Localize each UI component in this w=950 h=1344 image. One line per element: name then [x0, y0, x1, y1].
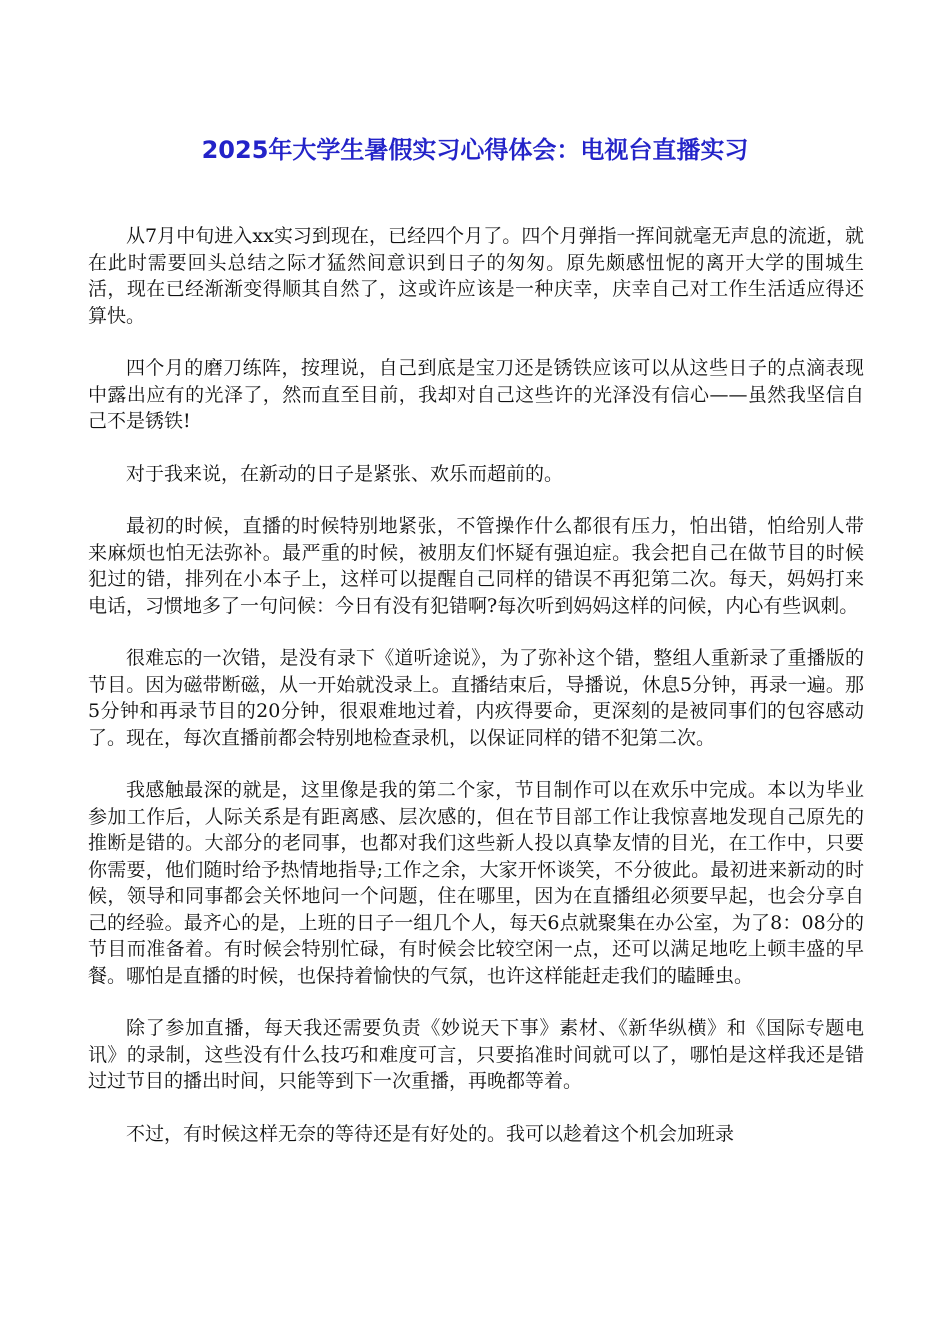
document-title: 2025年大学生暑假实习心得体会：电视台直播实习 — [201, 136, 749, 164]
paragraph: 我感触最深的就是，这里像是我的第二个家，节目制作可以在欢乐中完成。本以为毕业参加工作后，人际关系是有距离感、层次感的，但在节目部工作让我惊喜地发现自己原先的推断是错的。大部分的老同事，也都对我们这些新人投以真挚友情的目光，在工作中，只要你需要，他们随时给予热情地指导;工作之余，大家开怀谈笑，不分彼此。最初进来新动的时候，领导和同事都会关怀地问一个问题，住在哪里，因为在直播组必须要早起，也会分享自己的经验。最齐心的是，上班的日子一组几个人，每天6点就聚集在办公室，为了8：08分的节目而准备着。有时候会特别忙碌，有时候会比较空闲一点，还可以满足地吃上顿丰盛的早餐。哪怕是直播的时候，也保持着愉快的气氛，也许这样能赶走我们的瞌睡虫。 — [88, 779, 864, 987]
paragraph: 四个月的磨刀练阵，按理说，自己到底是宝刀还是锈铁应该可以从这些日子的点滴表现中露出应有的光泽了，然而直至目前，我却对自己这些许的光泽没有信心——虽然我坚信自己不是锈铁! — [88, 357, 864, 432]
paragraph: 不过，有时候这样无奈的等待还是有好处的。我可以趁着这个机会加班录 — [126, 1122, 735, 1145]
document-body — [88, 223, 864, 1173]
paragraph: 从7月中旬进入xx实习到现在，已经四个月了。四个月弹指一挥间就毫无声息的流逝，就在此时需要回头总结之际才猛然间意识到日子的匆匆。原先颇感忸怩的离开大学的围城生活，现在已经渐渐变得顺其自然了，这或许应该是一种庆幸，庆幸自己对工作生活适应得还算快。 — [88, 225, 864, 327]
paragraph: 最初的时候，直播的时候特别地紧张，不管操作什么都很有压力，怕出错，怕给别人带来麻烦也怕无法弥补。最严重的时候，被朋友们怀疑有强迫症。我会把自己在做节目的时候犯过的错，排列在小本子上，这样可以提醒自己同样的错误不再犯第二次。每天，妈妈打来电话，习惯地多了一句问候：今日有没有犯错啊?每次听到妈妈这样的问候，内心有些讽刺。 — [88, 515, 864, 617]
paragraph: 除了参加直播，每天我还需要负责《妙说天下事》素材、《新华纵横》和《国际专题电讯》的录制，这些没有什么技巧和难度可言，只要掐准时间就可以了，哪怕是这样我还是错过过节目的播出时间，只能等到下一次重播，再晚都等着。 — [88, 1017, 864, 1092]
paragraph: 很难忘的一次错，是没有录下《道听途说》，为了弥补这个错，整组人重新录了重播版的节目。因为磁带断磁，从一开始就没录上。直播结束后，导播说，休息5分钟，再录一遍。那5分钟和再录节目的20分钟，很艰难地过着，内疚得要命，更深刻的是被同事们的包容感动了。现在，每次直播前都会特别地检查录机，以保证同样的错不犯第二次。 — [88, 647, 864, 749]
paragraph: 对于我来说，在新动的日子是紧张、欢乐而超前的。 — [126, 462, 564, 485]
